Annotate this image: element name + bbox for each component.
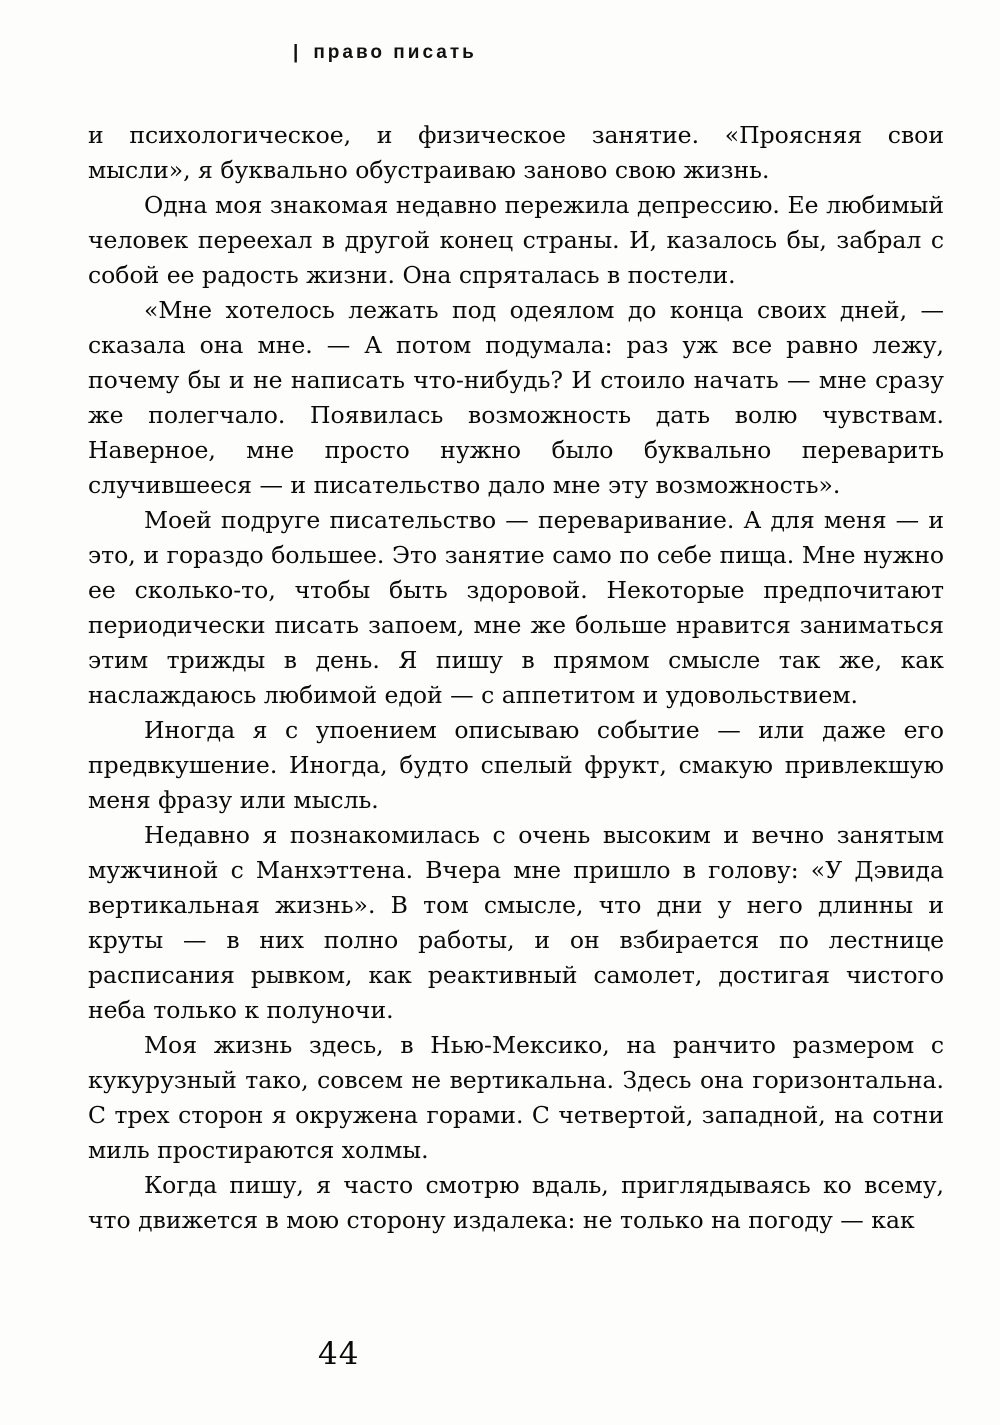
- paragraph: Моей подруге писательство — переваривание. А для меня — и это, и гораздо большее. Это занятие само по себе пища. Мне нужно ее сколько-то, чтобы быть здоровой. Некоторые предпочитают периодически писать запоем, мне же больше нравится заниматься этим трижды в день. Я пишу в прямом смысле так же, как наслаждаюсь любимой едой — с аппетитом и удовольствием.: [88, 506, 944, 709]
- running-head-divider-bar: |: [293, 42, 302, 63]
- paragraph: Иногда я с упоением описываю событие — или даже его предвкушение. Иногда, будто спелый фрукт, смакую привлекшую меня фразу или мысль.: [88, 716, 944, 814]
- paragraph: «Мне хотелось лежать под одеялом до конца своих дней, — сказала она мне. — А потом подумала: раз уж все равно лежу, почему бы и не написать что-нибудь? И стоило начать — мне сразу же полегчало. Появилась возможность дать волю чувствам. Наверное, мне просто нужно было буквально переварить случившееся — и писательство дало мне эту возможность».: [88, 296, 944, 499]
- page-number: 44: [318, 1336, 360, 1372]
- paragraph: Недавно я познакомилась с очень высоким и вечно занятым мужчиной с Манхэттена. Вчера мне пришло в голову: «У Дэвида вертикальная жизнь». В том смысле, что дни у него длинны и круты — в них полно работы, и он взбирается по лестнице расписания рывком, как реактивный самолет, достигая чистого неба только к полуночи.: [88, 821, 944, 1024]
- running-head-title: право писать: [313, 42, 477, 63]
- body-text-block: [88, 118, 944, 1238]
- running-head: [293, 42, 477, 64]
- paragraph: и психологическое, и физическое занятие. «Проясняя свои мысли», я буквально обустраиваю заново свою жизнь.: [88, 121, 944, 184]
- paragraph: Когда пишу, я часто смотрю вдаль, приглядываясь ко всему, что движется в мою сторону издалека: не только на погоду — как: [88, 1171, 944, 1234]
- paragraph: Моя жизнь здесь, в Нью-Мексико, на ранчито размером с кукурузный тако, совсем не вертикальна. Здесь она горизонтальна. С трех сторон я окружена горами. С четвертой, западной, на сотни миль простираются холмы.: [88, 1031, 944, 1164]
- paragraph: Одна моя знакомая недавно пережила депрессию. Ее любимый человек переехал в другой конец страны. И, казалось бы, забрал с собой ее радость жизни. Она спряталась в постели.: [88, 191, 944, 289]
